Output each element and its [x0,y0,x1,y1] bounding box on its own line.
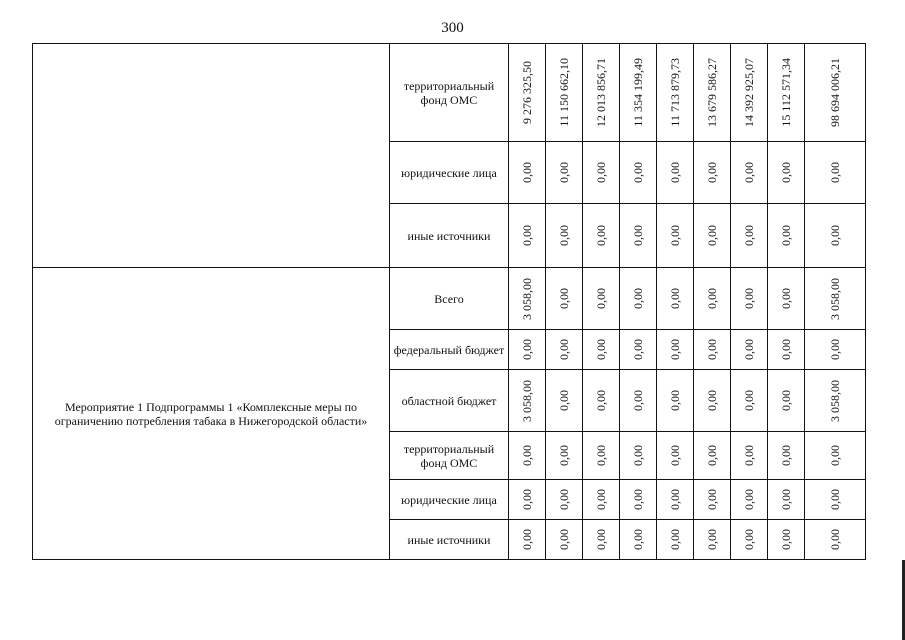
funding-source-cell: юридические лица [390,142,509,204]
total-value-cell [805,520,866,560]
year-value-cell [694,204,731,268]
amount-value: 0,00 [668,390,682,411]
amount-value: 0,00 [520,339,534,360]
amount-value: 0,00 [594,225,608,246]
amount-value: 0,00 [828,339,842,360]
amount-value: 0,00 [557,288,571,309]
amount-value: 0,00 [557,162,571,183]
year-value-cell [583,268,620,330]
year-value-cell [509,204,546,268]
amount-value: 0,00 [705,390,719,411]
year-value-cell [731,142,768,204]
year-value-cell [694,432,731,480]
amount-value: 0,00 [668,339,682,360]
amount-value: 0,00 [631,489,645,510]
year-value-cell [768,520,805,560]
total-value-cell [805,142,866,204]
amount-value: 0,00 [594,288,608,309]
year-value-cell [583,480,620,520]
amount-value: 0,00 [557,489,571,510]
amount-value: 11 354 199,49 [631,58,645,127]
year-value-cell [620,268,657,330]
amount-value: 3 058,00 [520,277,534,320]
amount-value: 0,00 [668,445,682,466]
year-value-cell [731,520,768,560]
year-value-cell [731,432,768,480]
amount-value: 3 058,00 [828,379,842,422]
amount-value: 0,00 [631,445,645,466]
total-value-cell [805,268,866,330]
amount-value: 0,00 [520,445,534,466]
amount-value: 0,00 [742,225,756,246]
total-value-cell [805,480,866,520]
amount-value: 0,00 [828,529,842,550]
funding-source-cell: Всего [390,268,509,330]
year-value-cell [731,268,768,330]
amount-value: 0,00 [779,225,793,246]
year-value-cell [768,432,805,480]
amount-value: 0,00 [557,529,571,550]
year-value-cell [768,204,805,268]
year-value-cell [583,330,620,370]
total-value-cell [805,370,866,432]
amount-value: 0,00 [705,489,719,510]
year-value-cell [509,142,546,204]
year-value-cell [657,268,694,330]
amount-value: 0,00 [705,162,719,183]
total-value-cell [805,330,866,370]
year-value-cell [509,520,546,560]
year-value-cell [657,204,694,268]
page-number: 300 [441,20,464,36]
amount-value: 0,00 [557,339,571,360]
amount-value: 0,00 [594,162,608,183]
amount-value: 0,00 [779,339,793,360]
year-value-cell [546,268,583,330]
amount-value: 13 679 586,27 [705,58,719,127]
amount-value: 11 713 879,73 [668,58,682,127]
amount-value: 0,00 [742,529,756,550]
year-value-cell [509,432,546,480]
amount-value: 0,00 [631,339,645,360]
financing-table [32,43,866,560]
year-value-cell [620,480,657,520]
year-value-cell [583,142,620,204]
year-value-cell [583,370,620,432]
amount-value: 14 392 925,07 [742,58,756,127]
year-value-cell [546,480,583,520]
year-value-cell [731,204,768,268]
amount-value: 0,00 [631,288,645,309]
amount-value: 15 112 571,34 [779,58,793,127]
amount-value: 0,00 [742,288,756,309]
amount-value: 0,00 [668,225,682,246]
amount-value: 0,00 [557,390,571,411]
year-value-cell [694,142,731,204]
year-value-cell [768,44,805,142]
funding-source-cell: областной бюджет [390,370,509,432]
table-row [33,268,866,330]
year-value-cell [509,330,546,370]
year-value-cell [620,370,657,432]
year-value-cell [620,520,657,560]
year-value-cell [657,480,694,520]
year-value-cell [657,520,694,560]
year-value-cell [731,370,768,432]
amount-value: 0,00 [705,445,719,466]
year-value-cell [694,520,731,560]
amount-value: 0,00 [557,225,571,246]
year-value-cell [620,142,657,204]
year-value-cell [583,520,620,560]
amount-value: 11 150 662,10 [557,58,571,127]
amount-value: 0,00 [779,489,793,510]
total-value-cell [805,204,866,268]
year-value-cell [509,44,546,142]
year-value-cell [768,268,805,330]
year-value-cell [583,204,620,268]
amount-value: 0,00 [594,529,608,550]
year-value-cell [620,432,657,480]
year-value-cell [583,44,620,142]
amount-value: 0,00 [520,489,534,510]
total-value-cell [805,44,866,142]
year-value-cell [509,268,546,330]
amount-value: 0,00 [779,529,793,550]
amount-value: 0,00 [668,529,682,550]
amount-value: 0,00 [668,288,682,309]
amount-value: 0,00 [631,162,645,183]
year-value-cell [546,330,583,370]
amount-value: 3 058,00 [520,379,534,422]
year-value-cell [583,432,620,480]
year-value-cell [694,44,731,142]
amount-value: 0,00 [631,529,645,550]
amount-value: 0,00 [828,489,842,510]
amount-value: 3 058,00 [828,277,842,320]
year-value-cell [694,370,731,432]
amount-value: 0,00 [828,445,842,466]
amount-value: 0,00 [668,162,682,183]
funding-source-cell: федеральный бюджет [390,330,509,370]
year-value-cell [694,480,731,520]
amount-value: 0,00 [779,445,793,466]
year-value-cell [731,44,768,142]
year-value-cell [546,142,583,204]
amount-value: 0,00 [594,339,608,360]
year-value-cell [657,432,694,480]
year-value-cell [657,44,694,142]
amount-value: 0,00 [520,162,534,183]
amount-value: 0,00 [705,225,719,246]
total-value-cell [805,432,866,480]
funding-source-cell: иные источники [390,520,509,560]
amount-value: 9 276 325,50 [520,61,534,124]
event-name-cell [33,44,390,268]
amount-value: 98 694 006,21 [828,58,842,127]
funding-source-cell: иные источники [390,204,509,268]
amount-value: 0,00 [742,445,756,466]
table-row [33,44,866,142]
year-value-cell [546,204,583,268]
amount-value: 0,00 [779,390,793,411]
amount-value: 0,00 [557,445,571,466]
year-value-cell [657,142,694,204]
year-value-cell [731,480,768,520]
amount-value: 0,00 [668,489,682,510]
year-value-cell [694,268,731,330]
year-value-cell [620,44,657,142]
amount-value: 0,00 [742,339,756,360]
year-value-cell [768,142,805,204]
year-value-cell [731,330,768,370]
amount-value: 0,00 [631,225,645,246]
amount-value: 0,00 [594,390,608,411]
amount-value: 12 013 856,71 [594,58,608,127]
year-value-cell [546,44,583,142]
event-name-cell: Мероприятие 1 Подпрограммы 1 «Комплексные меры по ограничению потребления табака в Нижегородской области» [33,268,390,560]
amount-value: 0,00 [520,529,534,550]
year-value-cell [546,520,583,560]
amount-value: 0,00 [705,339,719,360]
amount-value: 0,00 [705,288,719,309]
amount-value: 0,00 [705,529,719,550]
year-value-cell [509,370,546,432]
amount-value: 0,00 [742,162,756,183]
amount-value: 0,00 [631,390,645,411]
amount-value: 0,00 [828,225,842,246]
amount-value: 0,00 [779,288,793,309]
amount-value: 0,00 [742,390,756,411]
amount-value: 0,00 [779,162,793,183]
amount-value: 0,00 [828,162,842,183]
year-value-cell [546,370,583,432]
funding-source-cell: территориальный фонд ОМС [390,44,509,142]
funding-source-cell: юридические лица [390,480,509,520]
year-value-cell [620,204,657,268]
year-value-cell [657,330,694,370]
amount-value: 0,00 [742,489,756,510]
year-value-cell [768,330,805,370]
year-value-cell [694,330,731,370]
year-value-cell [546,432,583,480]
funding-source-cell: территориальный фонд ОМС [390,432,509,480]
amount-value: 0,00 [594,489,608,510]
amount-value: 0,00 [594,445,608,466]
year-value-cell [768,480,805,520]
year-value-cell [768,370,805,432]
year-value-cell [509,480,546,520]
year-value-cell [657,370,694,432]
amount-value: 0,00 [520,225,534,246]
year-value-cell [620,330,657,370]
